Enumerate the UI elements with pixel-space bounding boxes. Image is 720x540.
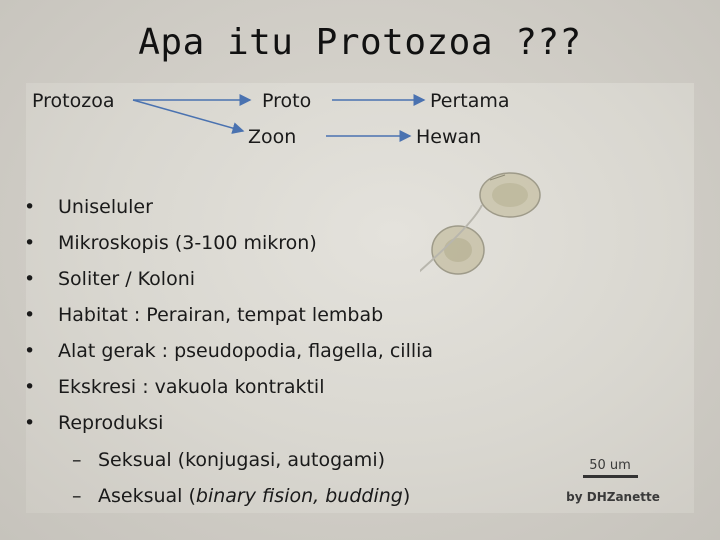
image-credit: by DHZanette — [566, 490, 660, 504]
bullet-icon: • — [24, 340, 36, 362]
dash-icon: – — [72, 449, 82, 471]
bullet-icon: • — [24, 412, 36, 434]
slide-title: Apa itu Protozoa ??? — [138, 22, 582, 63]
list-item-text: Habitat : Perairan, tempat lembab — [58, 304, 384, 326]
list-item — [24, 337, 433, 373]
dash-icon: – — [72, 485, 82, 507]
list-item-text: Mikroskopis (3-100 mikron) — [58, 232, 317, 254]
arrow-protozoa-to-zoon — [133, 100, 243, 131]
term-proto: Proto — [262, 90, 312, 112]
list-item — [24, 265, 433, 301]
list-item — [24, 301, 433, 337]
list-item-text: Alat gerak : pseudopodia, flagella, cillia — [58, 340, 434, 362]
list-item-text: Ekskresi : vakuola kontraktil — [58, 376, 325, 398]
characteristics-list — [24, 193, 433, 445]
bullet-icon: • — [24, 196, 36, 218]
bullet-icon: • — [24, 376, 36, 398]
sub-item-text-italic: binary fision, budding — [195, 485, 403, 507]
list-item — [24, 409, 433, 445]
list-item — [24, 373, 433, 409]
sub-item-asexual — [72, 485, 410, 507]
sub-item-text-prefix: Aseksual ( — [98, 485, 196, 507]
list-item-text: Soliter / Koloni — [58, 268, 196, 290]
term-protozoa: Protozoa — [32, 90, 115, 112]
list-item-text: Reproduksi — [58, 412, 164, 434]
term-pertama: Pertama — [430, 90, 510, 112]
list-item-text: Uniseluler — [58, 196, 153, 218]
sub-item-text: Seksual (konjugasi, autogami) — [98, 449, 386, 471]
bullet-icon: • — [24, 268, 36, 290]
term-hewan: Hewan — [416, 126, 482, 148]
sub-item-sexual — [72, 449, 385, 471]
sub-item-text-suffix: ) — [402, 485, 411, 507]
list-item — [24, 193, 433, 229]
bullet-icon: • — [24, 304, 36, 326]
term-zoon: Zoon — [248, 126, 297, 148]
scale-bar — [583, 475, 638, 478]
scale-label: 50 um — [589, 458, 631, 473]
bullet-icon: • — [24, 232, 36, 254]
list-item — [24, 229, 433, 265]
